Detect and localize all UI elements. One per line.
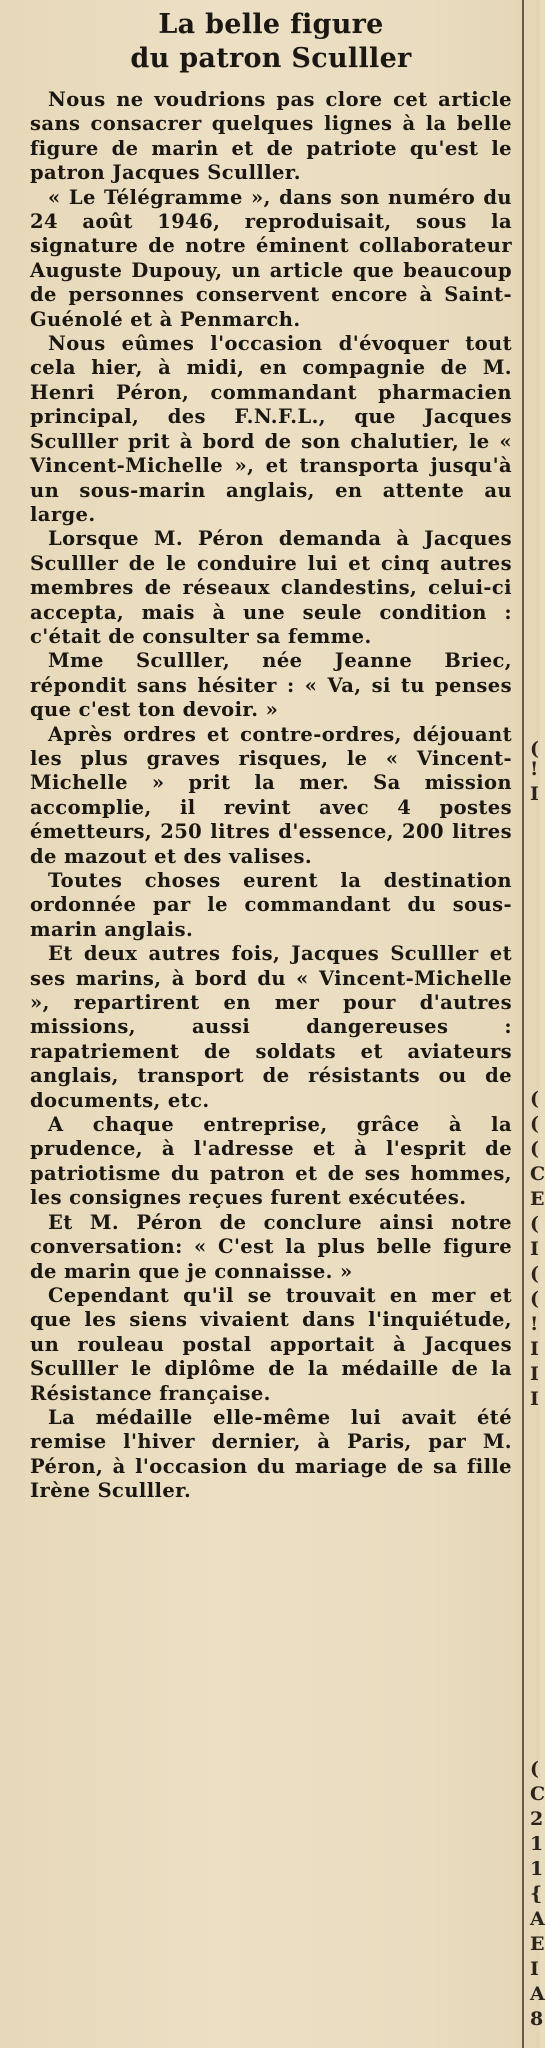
neighbor-glyph: ( (530, 1288, 539, 1310)
neighbor-glyph: A (530, 1983, 545, 2005)
neighbor-glyph: { (530, 1883, 543, 1905)
article-paragraph: « Le Télégramme », dans son numéro du 24 août 1946, reproduisait, sous la signature de notre éminent collaborateur Auguste Dupouy, un article que beaucoup de personnes conservent encore à Saint-Guénolé et à Penmarch. (30, 185, 512, 331)
article-paragraph: Mme Sculller, née Jeanne Briec, répondit sans hésiter : « Va, si tu penses que c'est ton devoir. » (30, 649, 512, 722)
article-column (30, 8, 512, 1504)
neighbor-glyph: ! (530, 1313, 539, 1335)
article-title (30, 8, 512, 76)
article-paragraph: A chaque entreprise, grâce à la prudence, à l'adresse et à l'esprit de patriotisme du patron et de ses hommes, les consignes reçues furent exécutées. (30, 1113, 512, 1210)
neighbor-glyph: ( (530, 1113, 539, 1135)
adjacent-column-fragment (530, 0, 545, 2048)
neighbor-glyph: E (530, 1188, 545, 1210)
article-paragraph: Et deux autres fois, Jacques Sculller et ses marins, à bord du « Vincent-Michelle », repartirent en mer pour d'autres missions, aussi dangereuses : rapatriement de soldats et aviateurs anglais, transport de résistants ou de documents, etc. (30, 942, 512, 1112)
neighbor-glyph: I (530, 1388, 539, 1410)
article-paragraph: Cependant qu'il se trouvait en mer et que les siens vivaient dans l'inquiétude, un rouleau postal apportait à Jacques Sculller le diplôme de la médaille de la Résistance française. (30, 1283, 512, 1405)
neighbor-glyph: 1 (530, 1833, 544, 1855)
article-title-line-2: du patron Sculller (130, 43, 412, 74)
neighbor-glyph: E (530, 1933, 545, 1955)
article-title-line-1: La belle figure (158, 9, 384, 40)
neighbor-glyph: ( (530, 738, 539, 760)
neighbor-glyph: ( (530, 1263, 539, 1285)
neighbor-glyph: C (530, 1163, 545, 1185)
neighbor-glyph: I (530, 1238, 539, 1260)
neighbor-glyph: ! (530, 758, 539, 780)
article-paragraph: Nous eûmes l'occasion d'évoquer tout cela hier, à midi, en compagnie de M. Henri Péron, commandant pharmacien principal, des F.N.F.L., que Jacques Sculller prit à bord de son chalutier, le « Vincent-Michelle », et transporta jusqu'à un sous-marin anglais, en attente au large. (30, 332, 512, 526)
neighbor-glyph: 8 (530, 2008, 544, 2030)
article-paragraph: Après ordres et contre-ordres, déjouant les plus graves risques, le « Vincent-Michelle » prit la mer. Sa mission accomplie, il revint avec 4 postes émetteurs, 250 litres d'essence, 200 litres de mazout et des valises. (30, 722, 512, 868)
neighbor-glyph: I (530, 783, 539, 805)
column-divider (522, 0, 524, 2048)
neighbor-glyph: ( (530, 1758, 539, 1780)
article-paragraph: Toutes choses eurent la destination ordonnée par le commandant du sous-marin anglais. (30, 869, 512, 941)
neighbor-glyph: ( (530, 1213, 539, 1235)
neighbor-glyph: 2 (530, 1808, 544, 1830)
article-paragraph: La médaille elle-même lui avait été remise l'hiver dernier, à Paris, par M. Péron, à l'occasion du mariage de sa fille Irène Sculller. (30, 1405, 512, 1503)
article-paragraph: Nous ne voudrions pas clore cet article sans consacrer quelques lignes à la belle figure de marin et de patriote qu'est le patron Jacques Sculller. (30, 88, 512, 185)
neighbor-glyph: C (530, 1783, 545, 1805)
neighbor-glyph: ( (530, 1138, 539, 1160)
article-body (30, 88, 512, 1504)
neighbor-glyph: A (530, 1908, 545, 1930)
neighbor-glyph: I (530, 1363, 539, 1385)
neighbor-glyph: I (530, 1958, 539, 1980)
neighbor-glyph: 1 (530, 1858, 544, 1880)
article-paragraph: Et M. Péron de conclure ainsi notre conversation: « C'est la plus belle figure de marin que je connaisse. » (30, 1210, 512, 1283)
neighbor-glyph: I (530, 1338, 539, 1360)
neighbor-glyph: ( (530, 1088, 539, 1110)
article-paragraph: Lorsque M. Péron demanda à Jacques Sculller de le conduire lui et cinq autres membres de réseaux clandestins, celui-ci accepta, mais à une seule condition : c'était de consulter sa femme. (30, 527, 512, 648)
